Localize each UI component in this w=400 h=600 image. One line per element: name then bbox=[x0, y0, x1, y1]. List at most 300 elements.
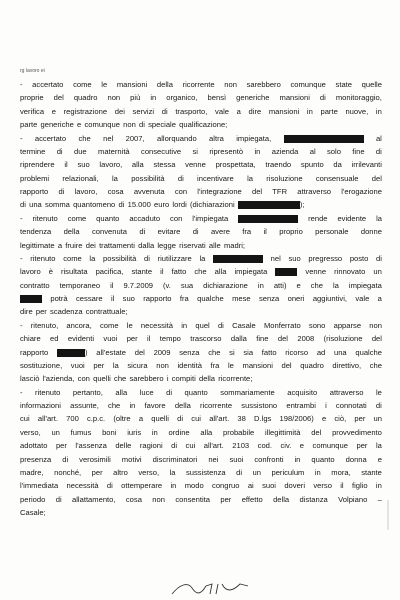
word: è bbox=[48, 267, 53, 277]
word: lavoro, bbox=[99, 160, 123, 170]
word: 2007, bbox=[125, 133, 145, 143]
word: attraverso bbox=[297, 187, 332, 196]
text-line bbox=[20, 506, 382, 519]
word: dalla bbox=[138, 240, 155, 250]
word: riutilizzare bbox=[157, 253, 192, 263]
word: di bbox=[376, 253, 382, 263]
word: comunque bbox=[312, 441, 348, 451]
word: per bbox=[91, 467, 103, 477]
word: compiti bbox=[171, 374, 196, 384]
word: e bbox=[296, 280, 301, 290]
document-body bbox=[20, 78, 382, 519]
redaction-bar: ); bbox=[238, 198, 305, 211]
word: atti) bbox=[273, 280, 287, 290]
word: della bbox=[156, 80, 173, 89]
word: all'art. bbox=[203, 441, 224, 451]
word: connotati bbox=[335, 401, 367, 410]
word: posto bbox=[349, 253, 369, 263]
text-line bbox=[20, 319, 382, 332]
word: venne bbox=[185, 160, 206, 170]
word: servizi bbox=[132, 106, 155, 116]
word: qualche bbox=[355, 347, 382, 357]
word: la bbox=[332, 280, 339, 290]
text-line bbox=[20, 332, 382, 345]
word: del bbox=[134, 347, 145, 357]
word: ricorso bbox=[285, 347, 309, 357]
text-line bbox=[20, 185, 382, 198]
word: sussistono bbox=[241, 401, 278, 410]
text-line bbox=[20, 158, 382, 171]
word: accaduto bbox=[129, 213, 161, 223]
word: organico, bbox=[166, 93, 198, 103]
word: impiegata bbox=[234, 267, 268, 277]
word: ricorrente bbox=[200, 401, 233, 410]
word: vuoi bbox=[103, 334, 118, 344]
word: proprie bbox=[20, 93, 44, 103]
word: speciale bbox=[148, 120, 176, 130]
word: a bbox=[377, 294, 382, 303]
word: favore bbox=[144, 401, 166, 410]
text-line bbox=[20, 212, 382, 225]
word: apparse bbox=[333, 320, 362, 330]
redaction-bar bbox=[20, 292, 42, 305]
word: e bbox=[321, 414, 327, 424]
word: azienda bbox=[271, 146, 299, 156]
word: cui bbox=[20, 414, 30, 424]
word: direttivo, bbox=[332, 360, 362, 370]
word: probabile bbox=[222, 427, 255, 437]
word: (risoluzione bbox=[323, 334, 363, 344]
word: di bbox=[177, 173, 184, 183]
word: sua bbox=[180, 280, 194, 290]
word: all'art. bbox=[209, 414, 230, 424]
word: che bbox=[369, 360, 382, 370]
word: all'art. bbox=[37, 414, 58, 424]
word: quelli bbox=[151, 414, 169, 424]
word: pregresso bbox=[308, 253, 343, 263]
word: che bbox=[108, 401, 121, 410]
word: fra bbox=[179, 294, 189, 303]
word: 2009 bbox=[153, 347, 171, 357]
word: TFR bbox=[272, 187, 288, 196]
word: fruire bbox=[65, 240, 83, 250]
word: fatto bbox=[261, 347, 277, 357]
word: Casale bbox=[232, 320, 256, 330]
word: generiche bbox=[40, 120, 74, 130]
word: del bbox=[281, 360, 292, 370]
word: evidente bbox=[337, 213, 367, 223]
word: avvenuta bbox=[133, 187, 165, 196]
word: nonché, bbox=[54, 467, 82, 477]
word: assunte, bbox=[70, 401, 99, 410]
word: risultata bbox=[60, 267, 88, 277]
word: non bbox=[123, 120, 136, 130]
word: di bbox=[192, 227, 199, 237]
word: consentita bbox=[175, 494, 210, 504]
word: le bbox=[126, 320, 133, 330]
word: - bbox=[20, 80, 23, 89]
word: evidenti bbox=[67, 334, 95, 344]
word: 198/2006) bbox=[279, 414, 314, 424]
word: accertato bbox=[32, 80, 64, 89]
word: in bbox=[306, 106, 313, 116]
word: suoi bbox=[229, 454, 244, 464]
word: come bbox=[63, 253, 82, 263]
word: della bbox=[174, 401, 191, 410]
word: l'assenza bbox=[75, 441, 107, 451]
text-line bbox=[20, 279, 382, 292]
word: donne bbox=[360, 227, 382, 237]
text-line bbox=[20, 105, 382, 118]
word: ordine bbox=[168, 427, 190, 437]
word: della bbox=[198, 374, 216, 384]
word: chiare bbox=[20, 334, 41, 344]
word: lasciò bbox=[20, 374, 40, 384]
word: l'impiegata bbox=[192, 213, 229, 223]
word: necessità bbox=[66, 481, 99, 491]
text-line bbox=[20, 252, 382, 265]
word: della bbox=[63, 227, 80, 237]
word: nei bbox=[208, 454, 219, 464]
word: il bbox=[147, 334, 151, 344]
text-line bbox=[20, 399, 382, 412]
word: doveri bbox=[284, 481, 306, 491]
word: potrà bbox=[50, 294, 68, 303]
word: suo bbox=[122, 294, 135, 303]
word: la bbox=[112, 173, 118, 183]
word: del bbox=[53, 93, 64, 103]
word: state bbox=[335, 80, 353, 89]
word: come bbox=[67, 213, 87, 223]
word: alla bbox=[115, 387, 128, 397]
word: l'immediata bbox=[20, 481, 59, 491]
word: attraverso bbox=[329, 387, 364, 397]
word: bensì bbox=[207, 93, 227, 103]
word: la bbox=[199, 253, 206, 263]
word: alla bbox=[214, 267, 227, 277]
word: impiegata, bbox=[236, 133, 272, 143]
word: del bbox=[371, 334, 382, 344]
word: spunto bbox=[300, 160, 324, 170]
word: allattamento, bbox=[72, 494, 116, 504]
word: termine bbox=[20, 146, 46, 156]
word: risoluzione bbox=[266, 173, 303, 183]
word: fine bbox=[352, 146, 365, 156]
word: incentivare bbox=[197, 173, 234, 183]
word: la bbox=[247, 173, 253, 183]
text-line bbox=[20, 372, 382, 385]
word: ricorrente; bbox=[218, 374, 253, 384]
word: monitoraggio, bbox=[335, 93, 382, 103]
word: fumus bbox=[70, 427, 92, 437]
word: due bbox=[73, 146, 87, 156]
word: nel bbox=[270, 253, 281, 263]
word: di bbox=[62, 454, 69, 464]
word: rapporto bbox=[143, 294, 172, 303]
word: somma bbox=[44, 200, 70, 210]
word: prospettata, bbox=[215, 160, 256, 170]
word: confronti bbox=[254, 454, 284, 464]
word: dichiarazione bbox=[203, 280, 248, 290]
text-line bbox=[20, 453, 382, 466]
word: delle bbox=[115, 441, 132, 451]
word: c.p.c. bbox=[86, 414, 106, 424]
text-line bbox=[20, 265, 382, 278]
word: a bbox=[236, 106, 241, 116]
word: in bbox=[254, 146, 261, 156]
word: della bbox=[273, 494, 290, 504]
word: per bbox=[354, 414, 366, 424]
word: non bbox=[107, 93, 121, 103]
word: (v. bbox=[163, 280, 171, 290]
text-line bbox=[20, 493, 382, 506]
word: sarebbero bbox=[129, 374, 164, 384]
word: vale bbox=[215, 106, 229, 116]
word: a bbox=[138, 414, 144, 424]
text-line bbox=[20, 386, 382, 399]
word: madre, bbox=[20, 467, 44, 477]
word: in bbox=[294, 454, 301, 464]
word: periodo bbox=[20, 494, 46, 504]
word: oneri bbox=[287, 294, 305, 303]
word: di bbox=[56, 146, 63, 156]
word: cui bbox=[185, 441, 196, 451]
word: civ. bbox=[280, 441, 292, 451]
word: per bbox=[35, 307, 47, 317]
word: sicura bbox=[127, 360, 148, 370]
word: scadenza bbox=[50, 307, 83, 317]
word: all'estate bbox=[96, 347, 126, 357]
word: al bbox=[375, 133, 382, 143]
word: quel bbox=[195, 320, 210, 330]
word: il bbox=[110, 280, 114, 290]
word: 38 bbox=[237, 414, 246, 424]
word: vale bbox=[355, 294, 370, 303]
word: quantomeno bbox=[73, 200, 116, 210]
word: euro bbox=[154, 200, 170, 210]
text-line bbox=[20, 346, 382, 359]
word: identità bbox=[177, 360, 202, 370]
word: di bbox=[20, 200, 26, 210]
word: mansioni bbox=[242, 360, 273, 370]
word: personale bbox=[315, 227, 349, 237]
redaction-bar bbox=[238, 212, 298, 225]
word: trattamenti bbox=[99, 240, 135, 250]
word: - bbox=[20, 320, 23, 330]
word: del bbox=[251, 187, 263, 196]
text-line bbox=[20, 305, 382, 318]
word: che bbox=[208, 347, 221, 357]
word: e bbox=[77, 120, 82, 130]
word: verso bbox=[313, 481, 332, 491]
word: ripresentò bbox=[209, 146, 244, 156]
word: vuoi bbox=[70, 360, 85, 370]
text-line bbox=[20, 239, 382, 252]
word: ed bbox=[50, 334, 59, 344]
word: solo bbox=[327, 146, 341, 156]
word: stessa bbox=[153, 160, 176, 170]
word: che bbox=[78, 133, 91, 143]
word: modo bbox=[184, 481, 204, 491]
word: rinnovato bbox=[334, 267, 366, 277]
word: del bbox=[371, 173, 382, 183]
word: di bbox=[217, 320, 224, 330]
word: accertato bbox=[34, 133, 67, 143]
word: comunque bbox=[84, 120, 120, 130]
word: sussistenza bbox=[185, 467, 226, 477]
word: entrambi bbox=[286, 401, 316, 410]
word: problemi bbox=[20, 173, 50, 183]
redaction-bar bbox=[284, 132, 364, 145]
word: con bbox=[174, 187, 188, 196]
word: discriminatori bbox=[152, 454, 198, 464]
text-line bbox=[20, 439, 382, 452]
word: del bbox=[311, 427, 322, 437]
word: irrilevanti bbox=[351, 160, 382, 170]
word: nel bbox=[103, 133, 114, 143]
text-line bbox=[20, 198, 382, 211]
word: 2103 bbox=[232, 441, 250, 451]
word: traendo bbox=[265, 160, 292, 170]
word: ritenuto bbox=[30, 253, 56, 263]
word: cosa bbox=[125, 494, 142, 504]
word: e bbox=[377, 454, 382, 464]
word: ottemperare bbox=[121, 481, 163, 491]
word: l'integrazione bbox=[197, 187, 242, 196]
word: congruo bbox=[212, 481, 240, 491]
word: 700 bbox=[66, 414, 79, 424]
word: di bbox=[58, 187, 65, 196]
word: per bbox=[126, 334, 138, 344]
text-line bbox=[20, 91, 382, 104]
word: verso, bbox=[20, 427, 41, 437]
word: fra bbox=[210, 360, 220, 370]
word: 15.000 bbox=[127, 200, 151, 210]
word: di bbox=[144, 253, 150, 263]
word: tempo bbox=[159, 334, 181, 344]
word: allorquando bbox=[156, 133, 197, 143]
word: non bbox=[156, 360, 169, 370]
word: altra bbox=[209, 133, 224, 143]
word: come bbox=[73, 80, 92, 89]
word: la bbox=[169, 467, 176, 477]
word: cod. bbox=[257, 441, 272, 451]
word: che bbox=[114, 374, 127, 384]
redaction-bar bbox=[213, 252, 263, 265]
page-edge-mark bbox=[384, 500, 392, 530]
word: necessità bbox=[140, 320, 174, 330]
word: cosa bbox=[107, 187, 124, 196]
word: i bbox=[325, 401, 327, 410]
word: suoi bbox=[262, 481, 276, 491]
word: possibilità bbox=[131, 173, 165, 183]
word: la bbox=[376, 213, 382, 223]
word: proprio bbox=[279, 227, 303, 237]
word: senza bbox=[179, 347, 200, 357]
word: riprendere bbox=[20, 160, 55, 170]
word: Monferrato bbox=[263, 320, 301, 330]
word: in bbox=[375, 106, 382, 116]
word: fatto bbox=[171, 267, 187, 277]
word: e bbox=[299, 441, 305, 451]
word: lavoro, bbox=[74, 187, 98, 196]
word: presenza bbox=[20, 454, 52, 464]
word: - bbox=[20, 253, 23, 263]
word: ricorrente bbox=[182, 80, 215, 89]
word: in bbox=[151, 427, 158, 437]
word: mansioni bbox=[279, 93, 310, 103]
word: alla bbox=[200, 427, 213, 437]
word: relazionali, bbox=[62, 173, 99, 183]
text-line bbox=[20, 78, 382, 91]
word: acquisito bbox=[287, 387, 318, 397]
word: l'azienda, bbox=[42, 374, 75, 384]
word: contratto bbox=[20, 280, 50, 290]
word: di bbox=[138, 120, 145, 130]
word: dire bbox=[20, 307, 33, 317]
word: informazioni bbox=[20, 401, 61, 410]
word: parte bbox=[320, 106, 338, 116]
word: per bbox=[93, 360, 105, 370]
word: il bbox=[340, 481, 344, 491]
word: di bbox=[139, 227, 146, 237]
word: donna bbox=[345, 454, 367, 464]
word: rapporto bbox=[20, 347, 49, 357]
word: come bbox=[99, 320, 119, 330]
word: un bbox=[252, 467, 261, 477]
word: possibilità bbox=[103, 253, 137, 263]
word: il bbox=[160, 267, 164, 277]
word: di bbox=[236, 467, 243, 477]
word: – bbox=[377, 494, 382, 504]
word: impiegata bbox=[348, 280, 382, 290]
word: evitare bbox=[157, 227, 181, 237]
word: cessare bbox=[76, 294, 103, 303]
word: parte bbox=[20, 120, 38, 130]
text-line bbox=[20, 479, 382, 492]
word: boni bbox=[102, 427, 117, 437]
word: non bbox=[369, 320, 382, 330]
word: madri; bbox=[223, 240, 246, 250]
word: di bbox=[118, 200, 125, 210]
word: altro bbox=[113, 467, 128, 477]
text-line bbox=[20, 145, 382, 158]
word: di bbox=[171, 441, 178, 451]
word: verso, bbox=[138, 467, 160, 477]
word: tendenza bbox=[20, 227, 52, 237]
word: fine bbox=[256, 334, 269, 344]
word: ritenuto, bbox=[30, 320, 59, 330]
word: iuris bbox=[127, 427, 142, 437]
word: di bbox=[375, 146, 382, 156]
word: quelle bbox=[361, 80, 382, 89]
word: consensuale bbox=[315, 173, 359, 183]
word: non bbox=[152, 494, 165, 504]
word: si bbox=[192, 146, 198, 156]
word: da bbox=[333, 160, 342, 170]
word: (oltre bbox=[113, 414, 131, 424]
text-line bbox=[20, 359, 382, 372]
word: di bbox=[375, 401, 382, 410]
word: - bbox=[20, 133, 23, 143]
word: verosimili bbox=[79, 454, 111, 464]
word: al bbox=[309, 146, 316, 156]
word: la bbox=[112, 360, 119, 370]
word: più bbox=[130, 93, 141, 103]
word: verifica bbox=[20, 106, 45, 116]
word: un bbox=[373, 414, 382, 424]
word: avere bbox=[210, 227, 230, 237]
